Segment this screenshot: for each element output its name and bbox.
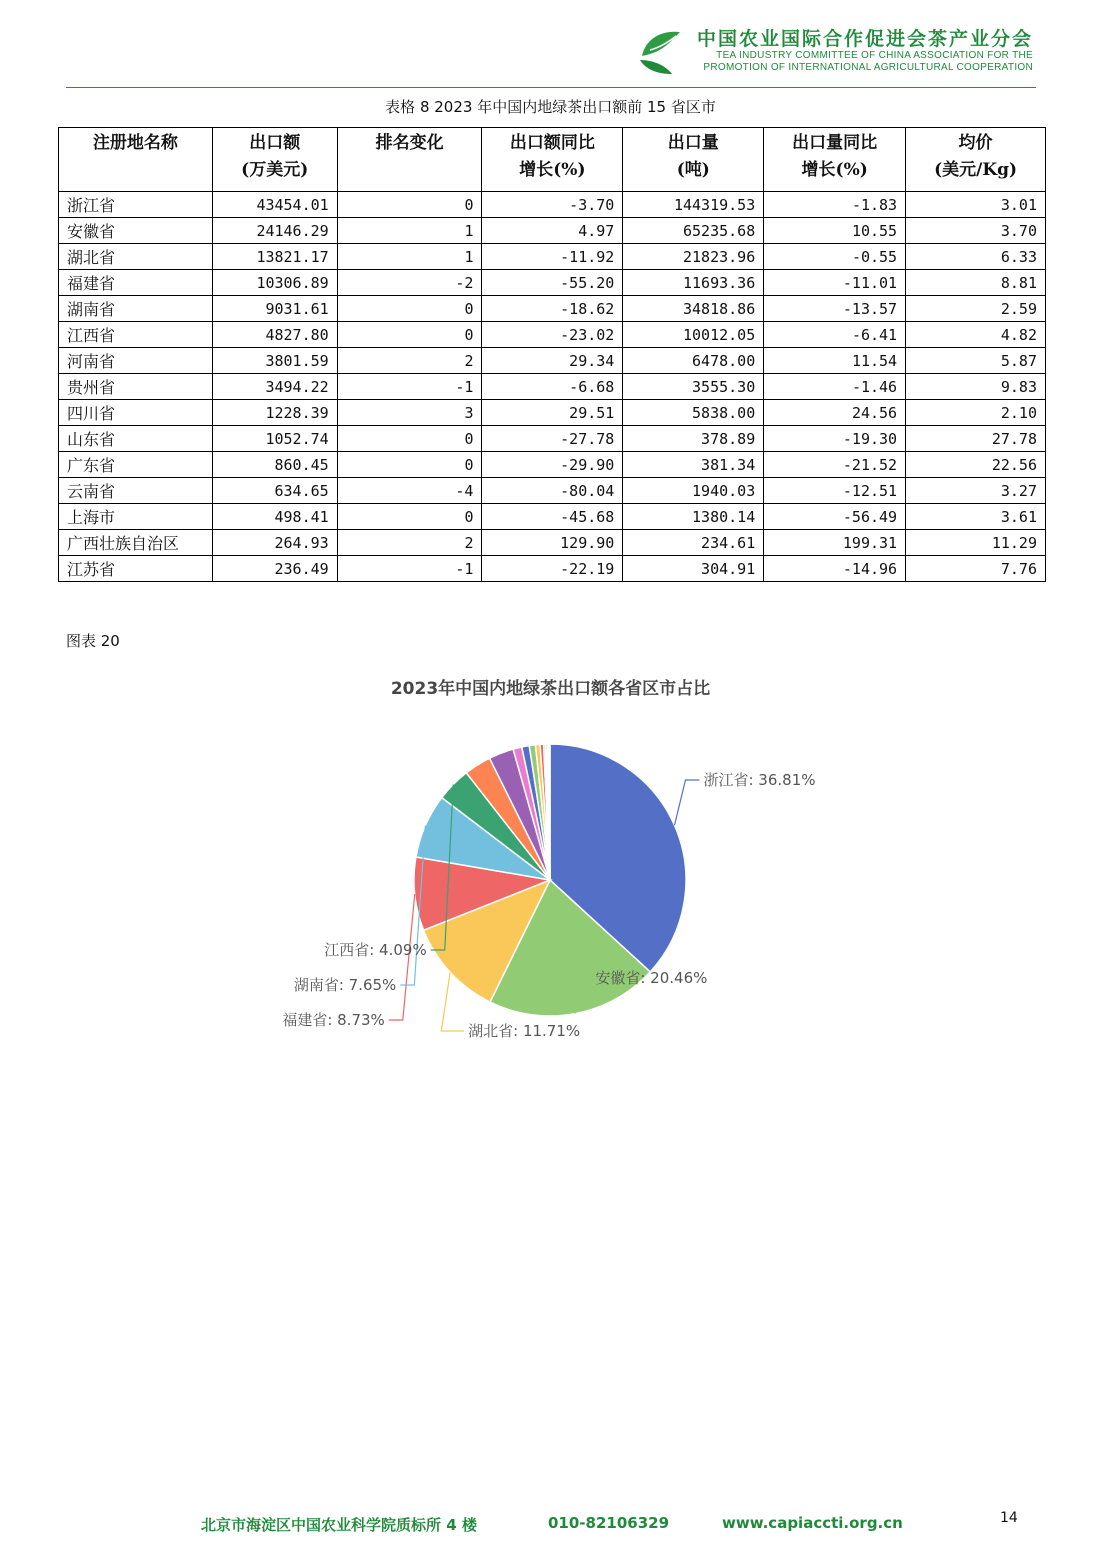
value-cell: 11.54 <box>764 348 906 374</box>
value-cell: 860.45 <box>212 452 337 478</box>
value-cell: -4 <box>337 478 482 504</box>
value-cell: 1 <box>337 218 482 244</box>
value-cell: 29.51 <box>482 400 623 426</box>
value-cell: -45.68 <box>482 504 623 530</box>
table-row <box>59 348 1046 374</box>
export-table <box>58 127 1046 582</box>
value-cell: 378.89 <box>623 426 764 452</box>
org-name-cn: 中国农业国际合作促进会茶产业分会 <box>696 28 1033 50</box>
region-name-cell: 河南省 <box>59 348 213 374</box>
value-cell: 21823.96 <box>623 244 764 270</box>
value-cell: 10.55 <box>764 218 906 244</box>
chart-title: 2023年中国内地绿茶出口额各省区市占比 <box>390 679 711 699</box>
value-cell: -19.30 <box>764 426 906 452</box>
pie-label: 浙江省: 36.81% <box>703 771 816 789</box>
value-cell: 304.91 <box>623 556 764 582</box>
footer-address: 北京市海淀区中国农业科学院质标所 4 楼 <box>201 1516 477 1534</box>
value-cell: 0 <box>337 426 482 452</box>
region-name-cell: 安徽省 <box>59 218 213 244</box>
value-cell: 1228.39 <box>212 400 337 426</box>
value-cell: 65235.68 <box>623 218 764 244</box>
figure-label: 图表 20 <box>66 632 120 650</box>
value-cell: 24.56 <box>764 400 906 426</box>
value-cell: -13.57 <box>764 296 906 322</box>
region-name-cell: 广东省 <box>59 452 213 478</box>
table-row <box>59 556 1046 582</box>
value-cell: -27.78 <box>482 426 623 452</box>
value-cell: 144319.53 <box>623 192 764 218</box>
pie-label: 福建省: 8.73% <box>282 1011 385 1029</box>
value-cell: 3.70 <box>906 218 1046 244</box>
value-cell: 381.34 <box>623 452 764 478</box>
value-cell: 13821.17 <box>212 244 337 270</box>
region-name-cell: 湖北省 <box>59 244 213 270</box>
org-name-en-line2: PROMOTION OF INTERNATIONAL AGRICULTURAL COOPERATION <box>703 62 1033 73</box>
col-header: 出口额 (万美元) <box>212 128 337 192</box>
value-cell: -0.55 <box>764 244 906 270</box>
value-cell: -11.92 <box>482 244 623 270</box>
region-name-cell: 山东省 <box>59 426 213 452</box>
tea-leaf-logo-icon <box>636 26 684 76</box>
value-cell: 3801.59 <box>212 348 337 374</box>
value-cell: 5838.00 <box>623 400 764 426</box>
value-cell: 0 <box>337 504 482 530</box>
value-cell: -21.52 <box>764 452 906 478</box>
col-header: 排名变化 <box>337 128 482 192</box>
footer-website[interactable]: www.capiaccti.org.cn <box>722 1514 903 1532</box>
region-name-cell: 江苏省 <box>59 556 213 582</box>
value-cell: 7.76 <box>906 556 1046 582</box>
value-cell: 0 <box>337 296 482 322</box>
value-cell: 1 <box>337 244 482 270</box>
value-cell: -1 <box>337 374 482 400</box>
value-cell: 3.01 <box>906 192 1046 218</box>
value-cell: 199.31 <box>764 530 906 556</box>
value-cell: -6.41 <box>764 322 906 348</box>
label-leader-line <box>674 780 699 825</box>
value-cell: 0 <box>337 452 482 478</box>
value-cell: -23.02 <box>482 322 623 348</box>
value-cell: 3.27 <box>906 478 1046 504</box>
value-cell: -22.19 <box>482 556 623 582</box>
value-cell: -14.96 <box>764 556 906 582</box>
value-cell: 6.33 <box>906 244 1046 270</box>
region-name-cell: 福建省 <box>59 270 213 296</box>
region-name-cell: 云南省 <box>59 478 213 504</box>
value-cell: 2.59 <box>906 296 1046 322</box>
pie-label: 湖北省: 11.71% <box>468 1022 581 1040</box>
table-row <box>59 192 1046 218</box>
value-cell: 264.93 <box>212 530 337 556</box>
value-cell: 8.81 <box>906 270 1046 296</box>
value-cell: 0 <box>337 322 482 348</box>
table-row <box>59 374 1046 400</box>
value-cell: -55.20 <box>482 270 623 296</box>
header-divider <box>66 87 1036 88</box>
header-org <box>688 28 1033 74</box>
value-cell: 234.61 <box>623 530 764 556</box>
value-cell: 11.29 <box>906 530 1046 556</box>
value-cell: 24146.29 <box>212 218 337 244</box>
region-name-cell: 上海市 <box>59 504 213 530</box>
pie-slice[interactable] <box>549 744 550 880</box>
value-cell: 498.41 <box>212 504 337 530</box>
value-cell: -11.01 <box>764 270 906 296</box>
table-row <box>59 426 1046 452</box>
col-header: 出口额同比 增长(%) <box>482 128 623 192</box>
value-cell: 1380.14 <box>623 504 764 530</box>
table-row <box>59 322 1046 348</box>
value-cell: 236.49 <box>212 556 337 582</box>
value-cell: -1.83 <box>764 192 906 218</box>
col-header: 均价 (美元/Kg) <box>906 128 1046 192</box>
value-cell: -56.49 <box>764 504 906 530</box>
value-cell: 11693.36 <box>623 270 764 296</box>
pie-label: 湖南省: 7.65% <box>293 976 397 994</box>
value-cell: -1.46 <box>764 374 906 400</box>
value-cell: 1052.74 <box>212 426 337 452</box>
table-caption: 表格 8 2023 年中国内地绿茶出口额前 15 省区市 <box>385 98 716 116</box>
value-cell: 2.10 <box>906 400 1046 426</box>
value-cell: 6478.00 <box>623 348 764 374</box>
value-cell: -29.90 <box>482 452 623 478</box>
value-cell: 3 <box>337 400 482 426</box>
value-cell: -6.68 <box>482 374 623 400</box>
pie-chart <box>0 700 1101 1060</box>
value-cell: 2 <box>337 530 482 556</box>
value-cell: 9031.61 <box>212 296 337 322</box>
table-row <box>59 296 1046 322</box>
table-header-row <box>59 128 1046 192</box>
pie-label: 安徽省: 20.46% <box>595 969 708 987</box>
value-cell: 3555.30 <box>623 374 764 400</box>
footer-phone: 010-82106329 <box>548 1514 670 1532</box>
col-header: 出口量同比 增长(%) <box>764 128 906 192</box>
value-cell: -80.04 <box>482 478 623 504</box>
value-cell: 27.78 <box>906 426 1046 452</box>
table-row <box>59 530 1046 556</box>
value-cell: -18.62 <box>482 296 623 322</box>
value-cell: 29.34 <box>482 348 623 374</box>
value-cell: -3.70 <box>482 192 623 218</box>
value-cell: 129.90 <box>482 530 623 556</box>
value-cell: 10306.89 <box>212 270 337 296</box>
table-row <box>59 270 1046 296</box>
value-cell: 43454.01 <box>212 192 337 218</box>
table-row <box>59 452 1046 478</box>
org-name-en-line1: TEA INDUSTRY COMMITTEE OF CHINA ASSOCIATION FOR THE <box>716 50 1033 61</box>
table-row <box>59 504 1046 530</box>
region-name-cell: 浙江省 <box>59 192 213 218</box>
table-row <box>59 400 1046 426</box>
region-name-cell: 四川省 <box>59 400 213 426</box>
value-cell: -12.51 <box>764 478 906 504</box>
value-cell: 22.56 <box>906 452 1046 478</box>
page-number: 14 <box>1000 1510 1018 1526</box>
pie-label: 江西省: 4.09% <box>324 941 427 959</box>
value-cell: 5.87 <box>906 348 1046 374</box>
value-cell: 2 <box>337 348 482 374</box>
table-body <box>59 192 1046 582</box>
value-cell: 34818.86 <box>623 296 764 322</box>
region-name-cell: 广西壮族自治区 <box>59 530 213 556</box>
table-row <box>59 478 1046 504</box>
value-cell: 4.97 <box>482 218 623 244</box>
value-cell: 10012.05 <box>623 322 764 348</box>
value-cell: 0 <box>337 192 482 218</box>
value-cell: 4.82 <box>906 322 1046 348</box>
value-cell: 634.65 <box>212 478 337 504</box>
value-cell: -1 <box>337 556 482 582</box>
value-cell: 1940.03 <box>623 478 764 504</box>
col-header: 出口量 (吨) <box>623 128 764 192</box>
value-cell: 9.83 <box>906 374 1046 400</box>
col-header: 注册地名称 <box>59 128 213 192</box>
region-name-cell: 湖南省 <box>59 296 213 322</box>
value-cell: 3494.22 <box>212 374 337 400</box>
table-row <box>59 244 1046 270</box>
value-cell: 3.61 <box>906 504 1046 530</box>
region-name-cell: 贵州省 <box>59 374 213 400</box>
value-cell: 4827.80 <box>212 322 337 348</box>
region-name-cell: 江西省 <box>59 322 213 348</box>
table-row <box>59 218 1046 244</box>
value-cell: -2 <box>337 270 482 296</box>
